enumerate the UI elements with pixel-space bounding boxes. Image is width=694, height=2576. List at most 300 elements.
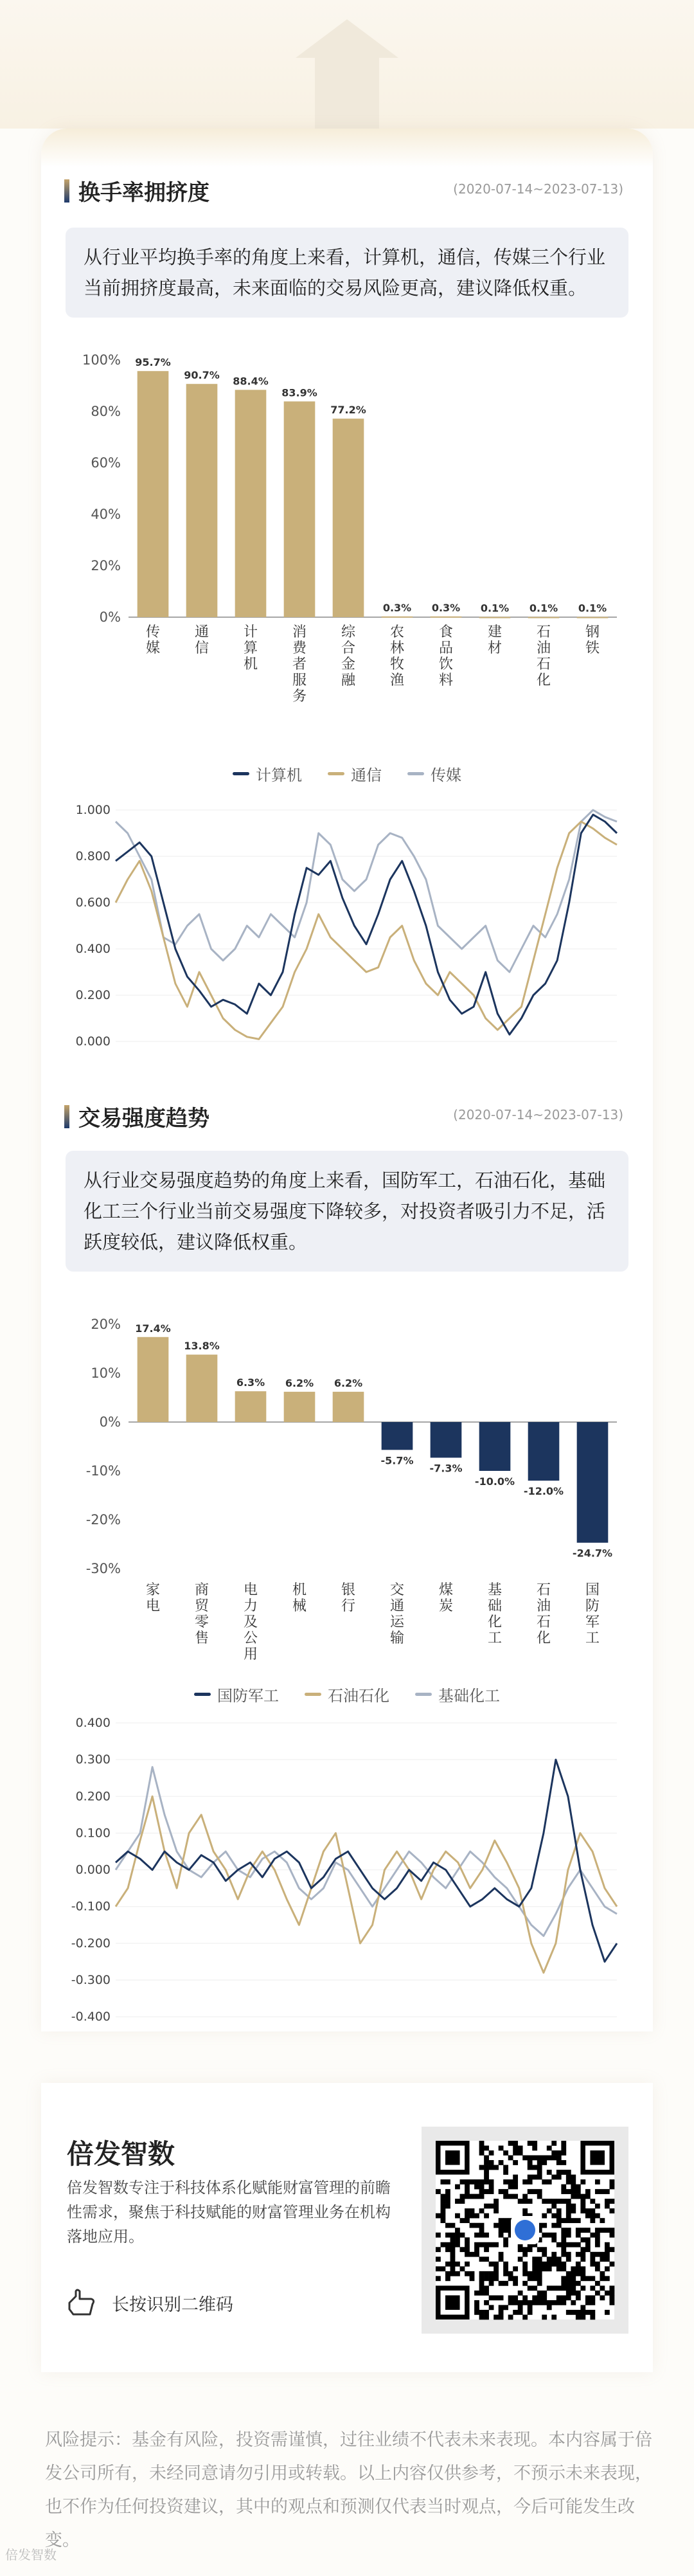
qr-module [479,2281,485,2286]
category-label: 建 [487,624,503,640]
qr-module [528,2247,533,2252]
y-tick-label: 0.000 [75,1034,111,1049]
qr-module [590,2256,595,2262]
qr-module [561,2295,566,2300]
bar [333,1392,364,1422]
qr-module [605,2310,610,2315]
category-label: 防 [585,1598,600,1614]
section1-title: 换手率拥挤度 [78,180,209,206]
qr-module [436,2256,441,2262]
section2-heading [64,1101,209,1132]
category-label: 食 [438,624,454,640]
qr-module [566,2276,571,2281]
qr-code[interactable] [422,2127,628,2334]
qr-module [600,2189,605,2194]
qr-module [489,2295,494,2300]
qr-module [576,2189,581,2194]
category-label: 用 [243,1646,258,1662]
qr-module [528,2156,533,2161]
qr-module [436,2233,441,2238]
qr-module [590,2285,595,2291]
qr-module [542,2213,547,2219]
qr-module [518,2300,523,2305]
qr-module [537,2175,542,2180]
watermark: 倍发智数 [5,2547,57,2562]
category-label: 械 [292,1598,307,1614]
qr-module [551,2156,556,2161]
qr-module [494,2165,499,2170]
qr-module [561,2276,566,2281]
qr-module [532,2262,537,2267]
y-tick-label: 0.400 [75,1716,111,1730]
qr-module [605,2252,610,2257]
category-label: 算 [243,640,258,656]
qr-module [580,2256,585,2262]
qr-module [576,2242,581,2247]
qr-module [556,2300,562,2305]
qr-module [600,2218,605,2223]
qr-module [576,2218,581,2223]
qr-module [455,2233,460,2238]
qr-module [484,2310,489,2315]
qr-module [528,2175,533,2180]
value-label: 13.8% [184,1340,220,1353]
qr-module [561,2170,566,2175]
qr-module [455,2213,460,2219]
qr-module [605,2189,610,2194]
qr-module [441,2208,446,2213]
qr-module [547,2199,552,2204]
y-tick-label: -0.100 [71,1899,111,1914]
qr-module [580,2285,585,2291]
qr-module [528,2141,533,2146]
category-label: 军 [585,1614,600,1630]
qr-module [605,2266,610,2271]
qr-module [445,2271,450,2276]
qr-module [561,2228,566,2233]
qr-module [445,2242,450,2247]
qr-module [522,2281,528,2286]
bar [382,617,413,618]
qr-module [576,2228,581,2233]
y-tick-label: 60% [91,455,121,471]
qr-module [609,2199,614,2204]
qr-module [465,2242,470,2247]
heading-bar [64,1105,69,1128]
qr-module [484,2271,489,2276]
qr-module [470,2213,475,2219]
strength-bar-chart [0,1311,694,1671]
qr-module [556,2242,562,2247]
turnover-bar-chart [0,352,694,720]
qr-module [571,2218,576,2223]
qr-module [479,2194,485,2199]
qr-module [513,2281,518,2286]
qr-module [551,2252,556,2257]
qr-module [551,2285,556,2291]
qr-module [436,2247,441,2252]
qr-module [571,2184,576,2190]
qr-module [479,2314,485,2319]
qr-module [566,2285,571,2291]
qr-module [479,2242,485,2247]
legend-swatch [305,1693,321,1696]
qr-module [556,2175,562,2180]
qr-module [528,2271,533,2276]
qr-module [522,2295,528,2300]
category-label: 服 [292,672,307,689]
qr-module [537,2266,542,2271]
qr-module [508,2295,513,2300]
qr-module [450,2223,456,2228]
category-label: 融 [341,672,356,689]
up-arrow-icon [0,0,694,129]
qr-module [528,2285,533,2291]
qr-module [571,2300,576,2305]
qr-module [494,2199,499,2204]
qr-module [460,2199,465,2204]
legend-label: 石油石化 [328,1687,389,1705]
qr-module [489,2179,494,2184]
qr-module [561,2252,566,2257]
category-label: 家 [145,1582,161,1598]
legend-label: 基础化工 [438,1687,500,1705]
qr-module [436,2189,441,2194]
qr-module [595,2179,600,2184]
qr-module [605,2256,610,2262]
qr-module [445,2199,450,2204]
category-label: 信 [194,640,209,656]
card-top-gradient [41,129,653,167]
value-label: 6.2% [285,1376,314,1389]
qr-module [571,2242,576,2247]
qr-module [576,2281,581,2286]
y-tick-label: 10% [91,1365,121,1381]
qr-module [503,2228,508,2233]
qr-module [465,2218,470,2223]
category-label: 交 [389,1582,405,1598]
category-label: 品 [438,640,454,656]
qr-module [576,2314,581,2319]
qr-module [489,2204,494,2209]
qr-module [561,2247,566,2252]
qr-module [513,2300,518,2305]
y-tick-label: 100% [82,352,121,368]
qr-module [600,2228,605,2233]
qr-module [556,2223,562,2228]
qr-module [484,2314,489,2319]
qr-module [460,2218,465,2223]
qr-module [556,2156,562,2161]
chart4-legend [0,1683,694,1706]
qr-module [537,2300,542,2305]
qr-module [600,2295,605,2300]
qr-module [576,2233,581,2238]
qr-module [580,2247,585,2252]
qr-module [455,2262,460,2267]
qr-module [566,2179,571,2184]
qr-module [460,2194,465,2199]
qr-module [590,2300,595,2305]
category-label: 者 [292,656,307,672]
qr-module [474,2179,479,2184]
qr-module [605,2276,610,2281]
qr-module [576,2271,581,2276]
bar [528,617,560,618]
qr-module [547,2285,552,2291]
qr-module [547,2208,552,2213]
qr-module [441,2179,446,2184]
qr-module [595,2233,600,2238]
qr-module [566,2213,571,2219]
qr-module [595,2266,600,2271]
qr-module [566,2189,571,2194]
qr-module [532,2189,537,2194]
category-label: 农 [389,624,405,640]
qr-module [542,2314,547,2319]
qr-module [585,2310,591,2315]
qr-module [479,2228,485,2233]
qr-module [489,2165,494,2170]
qr-module [445,2276,450,2281]
qr-module [580,2204,585,2209]
qr-module [528,2276,533,2281]
bar [577,1422,609,1543]
qr-module [571,2276,576,2281]
qr-module [479,2179,485,2184]
qr-module [499,2146,504,2151]
qr-module [605,2291,610,2296]
qr-module [474,2184,479,2190]
qr-module [522,2199,528,2204]
qr-module [609,2228,614,2233]
qr-module [580,2199,585,2204]
qr-module [566,2310,571,2315]
qr-module [518,2199,523,2204]
y-tick-label: -0.200 [71,1936,111,1950]
qr-module [556,2218,562,2223]
qr-module [450,2252,456,2257]
legend-item [194,1683,279,1706]
qr-module [585,2208,591,2213]
qr-module [465,2189,470,2194]
qr-module [547,2305,552,2310]
qr-module [580,2208,585,2213]
bar [138,1337,169,1422]
qr-module [542,2266,547,2271]
qr-module [499,2223,504,2228]
qr-module [508,2184,513,2190]
qr-module [484,2165,489,2170]
qr-module [513,2276,518,2281]
category-label: 铁 [585,640,600,656]
qr-module [600,2285,605,2291]
qr-module [605,2247,610,2252]
qr-module [571,2179,576,2184]
category-label: 商 [194,1582,209,1598]
bar [284,1392,316,1422]
qr-module [474,2247,479,2252]
qr-module [479,2233,485,2238]
qr-module [571,2208,576,2213]
bar [235,390,267,617]
category-label: 通 [194,624,209,640]
category-label: 炭 [438,1598,454,1614]
qr-module [580,2310,585,2315]
qr-module [484,2204,489,2209]
qr-module [585,2295,591,2300]
legend-swatch [328,772,344,775]
qr-module [508,2271,513,2276]
qr-module [551,2213,556,2219]
qr-module [551,2175,556,2180]
value-label: 17.4% [135,1322,171,1335]
qr-module [532,2256,537,2262]
qr-module [522,2252,528,2257]
category-label: 钢 [585,624,600,640]
qr-module [474,2310,479,2315]
category-label: 煤 [438,1582,454,1598]
qr-module [474,2252,479,2257]
qr-module [479,2223,485,2228]
qr-module [499,2256,504,2262]
scan-label: 长按识别二维码 [112,2294,233,2315]
category-label: 饮 [438,656,454,672]
qr-module [489,2184,494,2190]
qr-module [479,2310,485,2315]
qr-module [522,2179,528,2184]
qr-module [571,2189,576,2194]
category-label: 础 [487,1598,503,1614]
bar [431,617,462,618]
qr-module [522,2262,528,2267]
qr-module [470,2208,475,2213]
value-label: 0.1% [480,602,510,615]
qr-module [537,2276,542,2281]
qr-module [561,2141,566,2146]
bar [431,1422,462,1457]
qr-module [470,2194,475,2199]
qr-module [494,2262,499,2267]
qr-module [460,2247,465,2252]
qr-module [494,2276,499,2281]
qr-module [445,2233,450,2238]
category-label: 零 [194,1614,209,1630]
turnover-line-chart [0,803,694,1067]
value-label: 77.2% [330,404,366,417]
qr-module [484,2213,489,2219]
qr-module [479,2276,485,2281]
qr-module [566,2291,571,2296]
qr-module [513,2179,518,2184]
qr-module [474,2194,479,2199]
qr-module [580,2266,585,2271]
qr-module [465,2237,470,2242]
qr-module [522,2208,528,2213]
category-label: 输 [389,1630,405,1646]
qr-module [518,2146,523,2151]
qr-module [465,2262,470,2267]
qr-module [441,2213,446,2219]
qr-module [576,2295,581,2300]
legend-item [233,762,302,785]
scan-qr-hint [67,2289,233,2317]
qr-module [455,2237,460,2242]
legend-swatch [194,1693,211,1696]
qr-module [503,2271,508,2276]
qr-finder [590,2150,605,2165]
category-label: 银 [341,1582,356,1598]
qr-module [595,2242,600,2247]
qr-module [450,2262,456,2267]
qr-module [609,2291,614,2296]
qr-module [532,2285,537,2291]
qr-module [441,2266,446,2271]
qr-module [537,2194,542,2199]
qr-module [513,2146,518,2151]
qr-module [595,2262,600,2267]
qr-module [537,2165,542,2170]
qr-module [455,2199,460,2204]
qr-module [571,2204,576,2209]
value-label: -24.7% [572,1547,613,1560]
value-label: 90.7% [184,369,220,382]
qr-module [513,2141,518,2146]
qr-module [566,2204,571,2209]
bar [186,1355,218,1422]
qr-module [479,2285,485,2291]
y-tick-label: -20% [85,1512,121,1527]
category-label: 消 [292,624,307,640]
qr-module [474,2300,479,2305]
qr-module [479,2291,485,2296]
qr-module [479,2208,485,2213]
category-label: 媒 [145,640,161,656]
qr-module [551,2314,556,2319]
category-label: 工 [585,1630,600,1646]
legend-label: 计算机 [256,766,302,784]
category-label: 料 [438,672,454,689]
qr-module [528,2305,533,2310]
qr-module [532,2165,537,2170]
qr-module [532,2276,537,2281]
qr-module [503,2242,508,2247]
qr-module [542,2199,547,2204]
qr-module [441,2218,446,2223]
qr-module [484,2300,489,2305]
y-tick-label: 0% [99,609,121,625]
qr-module [474,2233,479,2238]
legend-swatch [415,1693,432,1696]
qr-module [528,2165,533,2170]
qr-module [585,2276,591,2281]
qr-module [532,2266,537,2271]
qr-module [532,2295,537,2300]
qr-module [551,2300,556,2305]
qr-module [537,2247,542,2252]
qr-module [479,2184,485,2190]
heading-bar [64,179,69,203]
y-tick-label: 0.000 [75,1862,111,1877]
qr-module [455,2271,460,2276]
qr-module [484,2247,489,2252]
category-label: 材 [487,640,503,656]
qr-pattern [436,2141,614,2319]
legend-item [305,1683,389,1706]
qr-module [455,2228,460,2233]
qr-module [571,2310,576,2315]
qr-module [528,2310,533,2315]
